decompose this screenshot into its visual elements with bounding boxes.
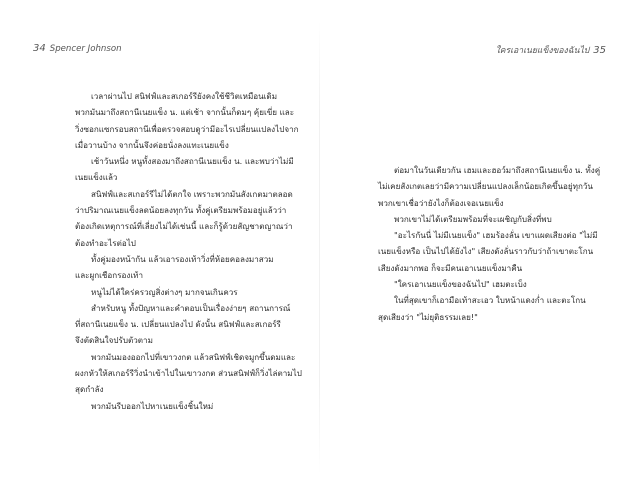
text-line: จึงตัดสินใจปรับตัวตาม bbox=[75, 335, 153, 346]
text-line: เนยแข็งหรือ เป็นไปได้ยังไง" เสียงดังลั่นราวกับว่าถ้าเขาตะโกน bbox=[378, 246, 594, 257]
text-line: "ใครเอาเนยแข็งของฉันไป" เฮมตะเบ็ง bbox=[394, 279, 527, 290]
right-running-header bbox=[496, 43, 606, 57]
text-line: สุดกำลัง bbox=[75, 384, 104, 395]
text-line: พวกมันรีบออกไปหาเนยแข็งชิ้นใหม่ bbox=[91, 400, 214, 411]
text-line: ต้องทำอะไรต่อไป bbox=[75, 237, 136, 248]
text-line: ต้องเกิดเหตุการณ์ที่เลี่ยงไม่ได้เช่นนี้ และก็รู้ด้วยสัญชาตญาณว่า bbox=[75, 221, 293, 232]
right-page-body bbox=[378, 162, 612, 325]
text-line: พวกเขาไม่ได้เตรียมพร้อมที่จะเผชิญกับสิ่งที่พบ bbox=[394, 213, 552, 224]
text-line: หนูไม่ได้ใคร่ครวญสิ่งต่างๆ มากจนเกินควร bbox=[91, 286, 238, 297]
text-line: สำหรับหนู ทั้งปัญหาและคำตอบเป็นเรื่องง่ายๆ สถานการณ์ bbox=[91, 302, 291, 313]
left-page-body bbox=[75, 88, 315, 414]
text-line: ที่สถานีเนยแข็ง น. เปลี่ยนแปลงไป ดังนั้น สนิฟฟ์และสเกอร์รี bbox=[75, 319, 281, 330]
text-line: เวลาผ่านไป สนิฟฟ์และสเกอร์รียังคงใช้ชีวิตเหมือนเดิม bbox=[91, 91, 278, 101]
text-line: เนยแข็งแล้ว bbox=[75, 172, 118, 183]
text-line: เมื่อวานบ้าง จากนั้นจึงค่อยนั่งลงแทะเนยแข็ง bbox=[75, 139, 229, 150]
right-page bbox=[320, 0, 640, 494]
text-line: เสียงดังมากพอ ก็จะมีคนเอาเนยแข็งมาคืน bbox=[378, 262, 523, 273]
left-header-author: Spencer Johnson bbox=[49, 44, 122, 54]
text-line: ในที่สุดเขาก็เอามือเท้าสะเอว ใบหน้าแดงก่ำ และตะโกน bbox=[394, 295, 586, 306]
text-line: วิ่งซอกแซกรอบสถานีเพื่อตรวจสอบดูว่ามีอะไรเปลี่ยนแปลงไปจาก bbox=[75, 123, 299, 134]
text-line: ต่อมาในวันเดียวกัน เฮมและฮอว์มาถึงสถานีเนยแข็ง น. ทั้งคู่ bbox=[394, 165, 601, 175]
left-running-header bbox=[33, 43, 122, 54]
text-line: ว่าปริมาณเนยแข็งลดน้อยลงทุกวัน ทั้งคู่เตรียมพร้อมอยู่แล้วว่า bbox=[75, 205, 287, 216]
text-line: และผูกเชือกรองเท้า bbox=[75, 270, 143, 281]
text-line: พวกมันมองออกไปที่เขาวงกต แล้วสนิฟฟ์เชิดจมูกขึ้นดมและ bbox=[91, 351, 296, 362]
text-line: พวกเขาเชื่อว่ายังไงก็ต้องเจอเนยแข็ง bbox=[378, 197, 504, 208]
text-line: ไม่เคยสังเกตเลยว่ามีความเปลี่ยนแปลงเล็กน้อยเกิดขึ้นอยู่ทุกวัน bbox=[378, 181, 593, 192]
text-line: ผงกหัวให้สเกอร์รีวิ่งนำเข้าไปในเขาวงกต ส่วนสนิฟฟ์ก็วิ่งไล่ตามไป bbox=[75, 368, 302, 379]
text-line: เช้าวันหนึ่ง หนูทั้งสองมาถึงสถานีเนยแข็ง น. และพบว่าไม่มี bbox=[91, 156, 294, 167]
text-line: ทั้งคู่มองหน้ากัน แล้วเอารองเท้าวิ่งที่ห้อยคอลงมาสวม bbox=[91, 253, 274, 264]
text-line: พวกมันมาถึงสถานีเนยแข็ง น. แต่เช้า จากนั้นก็ดมๆ คุ้ยเขี่ย และ bbox=[75, 107, 295, 118]
text-line: "อะไรกันนี่ ไม่มีเนยแข็ง" เฮมร้องลั่น เขาแผดเสียงต่อ "ไม่มี bbox=[394, 230, 598, 241]
text-line: สุดเสียงว่า "ไม่ยุติธรรมเลย!" bbox=[378, 311, 478, 322]
right-page-number: 35 bbox=[593, 45, 606, 56]
text-line: สนิฟฟ์และสเกอร์รีไม่ได้ตกใจ เพราะพวกมันสังเกตมาตลอด bbox=[91, 188, 293, 199]
right-header-title: ใครเอาเนยแข็งของฉันไป bbox=[495, 46, 590, 56]
left-page-number: 34 bbox=[33, 43, 46, 54]
